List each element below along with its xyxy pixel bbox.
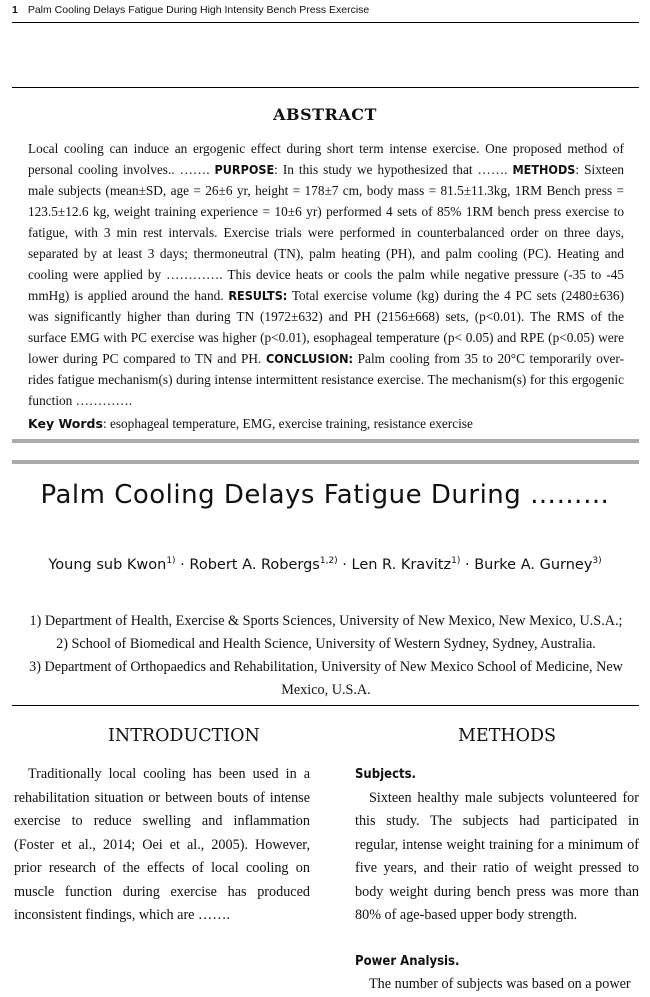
page-number: 1 bbox=[12, 4, 18, 16]
affiliation: 2) School of Biomedical and Health Science, University of Western Sydney, Sydney, Australia. bbox=[56, 636, 596, 652]
power-analysis-paragraph: The number of subjects was based on a power bbox=[369, 976, 631, 992]
keywords bbox=[28, 416, 628, 432]
running-title: Palm Cooling Delays Fatigue During High Intensity Bench Press Exercise bbox=[27, 4, 370, 16]
methods-label: METHODS bbox=[512, 162, 576, 177]
methods-text-block bbox=[355, 763, 639, 997]
methods-heading: METHODS bbox=[458, 726, 556, 746]
author-affiliation-mark: 1,2) bbox=[319, 556, 338, 566]
abstract-title: ABSTRACT bbox=[273, 105, 377, 124]
author-name: Young sub Kwon bbox=[48, 556, 167, 573]
abstract-results: Total exercise volume (kg) during the 4 PC sets (2480±636) was significantly higher than during TN (1972±632) and PH (2156±668) sets, (p<0.01). The RMS of the surface EMG with PC exercise was higher (p<0.01), esophageal temperature (p< 0.05) and RPE (p<0.05) were lower during PC compared to TN and PH. bbox=[28, 288, 624, 366]
results-label: RESULTS: bbox=[228, 288, 288, 303]
abstract-bottom-rule bbox=[12, 439, 639, 443]
subjects-subheading: Subjects. bbox=[355, 767, 416, 782]
author-name: Burke A. Gurney bbox=[474, 556, 593, 573]
introduction-heading: INTRODUCTION bbox=[108, 726, 260, 746]
keywords-text: : esophageal temperature, EMG, exercise training, resistance exercise bbox=[102, 416, 473, 431]
author-separator: · bbox=[175, 556, 190, 573]
purpose-label: PURPOSE bbox=[214, 162, 275, 177]
author-affiliation-mark: 3) bbox=[592, 556, 602, 566]
affiliation: 3) Department of Orthopaedics and Rehabilitation, University of New Mexico School of Medicine, New Mexico, U.S.A. bbox=[29, 659, 623, 698]
abstract-methods: : Sixteen male subjects (mean±SD, age = 26±6 yr, height = 178±7 cm, body mass = 81.5±11.3kg, 1RM Bench press = 123.5±12.6 kg, weight training experience = 10±6 yr) performed 4 sets of 85% 1RM bench press exercise to fatigue, with 3 min rest intervals. Exercise trials were performed in counterbalanced order on three days, separated by at least 3 days; thermoneutral (TN), palm heating (PH), and palm cooling (PC). Heating and cooling were applied by …………. This device heats or cools the palm while negative pressure (-35 to -45 mmHg) is applied around the hand. bbox=[28, 162, 624, 303]
author-list bbox=[0, 556, 650, 573]
abstract-conclusion: Palm cooling from 35 to 20°C temporarily over-rides fatigue mechanism(s) during intense intermittent resistance exercise. The mechanism(s) for this ergogenic function …………. bbox=[28, 351, 624, 408]
keywords-label: Key Words bbox=[28, 416, 103, 431]
author-affiliation-mark: 1) bbox=[451, 556, 461, 566]
author-name: Robert A. Robergs bbox=[189, 556, 320, 573]
introduction-text-block bbox=[14, 763, 310, 928]
introduction-paragraph: Traditionally local cooling has been used in a rehabilitation situation or between bouts of intense exercise to reduce swelling and inflammation (Foster et al., 2014; Oei et al., 2005). However, prior research of the effects of local cooling on muscle function during exercise has produced inconsistent findings, which are ……. bbox=[14, 766, 310, 923]
abstract-top-rule bbox=[12, 87, 639, 88]
conclusion-label: CONCLUSION: bbox=[265, 351, 354, 366]
abstract-body bbox=[28, 138, 624, 411]
running-header bbox=[12, 4, 632, 16]
abstract-purpose: : In this study we hypothesized that ……. bbox=[274, 162, 513, 177]
affiliation-list bbox=[20, 610, 632, 702]
body-top-rule bbox=[12, 705, 639, 706]
author-affiliation-mark: 1) bbox=[166, 556, 176, 566]
subjects-paragraph: Sixteen healthy male subjects volunteered for this study. The subjects had participated in regular, intense weight training for a minimum of five years, and their ratio of weight pressed to body weight during bench press was more than 80% of age-based upper body strength. bbox=[355, 789, 639, 923]
abstract-intro: Local cooling can induce an ergogenic effect during short term intense exercise. One proposed method of personal cooling involves.. ……. bbox=[28, 141, 624, 177]
author-separator: · bbox=[460, 556, 475, 573]
article-title: Palm Cooling Delays Fatigue During ……… bbox=[40, 480, 610, 510]
author-separator: · bbox=[337, 556, 352, 573]
affiliation: 1) Department of Health, Exercise & Sports Sciences, University of New Mexico, New Mexico, U.S.A.; bbox=[29, 613, 623, 629]
author-name: Len R. Kravitz bbox=[351, 556, 452, 573]
header-rule bbox=[12, 22, 639, 23]
power-analysis-subheading: Power Analysis. bbox=[355, 953, 460, 969]
title-top-rule bbox=[12, 460, 639, 464]
